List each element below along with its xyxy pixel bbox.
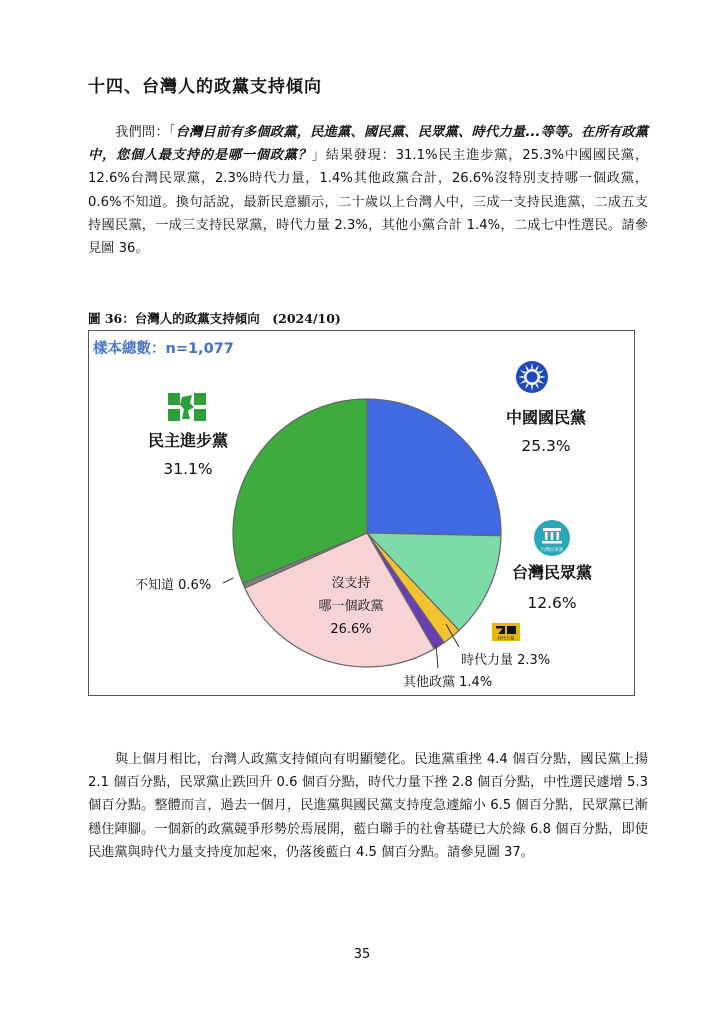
tpp-percent: 12.6% <box>527 594 577 612</box>
tpp-name: 台灣民眾黨 <box>511 563 592 582</box>
kmt-name: 中國國民黨 <box>505 408 586 427</box>
page-number: 35 <box>353 947 371 962</box>
survey-question: 台灣目前有多個政黨，民進黨、國民黨、民眾黨、時代力量...等等。在所有政黨中，您個人最支持的是哪一個政黨？ <box>88 125 648 164</box>
other-label <box>403 671 492 690</box>
dpp-logo-icon <box>168 393 206 421</box>
npp-logo-icon <box>492 623 520 642</box>
pie-chart-frame <box>88 330 635 696</box>
tpp-label <box>506 562 598 614</box>
unknown-name: 不知道 <box>135 578 175 593</box>
results-text: 」結果發現：31.1%民主進步黨，25.3%中國國民黨，12.6%台灣民眾黨，2.3%時代力量，1.4%其他政黨合計，26.6%沒特別支持哪一個政黨，0.6%不知道。換句話說，最新民意顯示，二十歲以上台灣人中，三成一支持民進黨，二成五支持國民黨，一成三支持民眾黨，時代力量 2.3%，其他小黨合計 1.4%，二成七中性選民。請參見圖 36。 <box>88 148 649 257</box>
other-name: 其他政黨 <box>403 675 456 690</box>
unknown-percent: 0.6% <box>178 578 212 593</box>
kmt-label <box>501 407 591 457</box>
figure-caption: 圖 36：台灣人的政黨支持傾向 (2024/10) <box>88 311 341 326</box>
sample-size-label: 樣本總數：n=1,077 <box>93 341 234 357</box>
leader-line-unknown <box>223 578 233 583</box>
neutral-label <box>299 572 403 641</box>
neutral-name-line1: 沒支持 <box>331 576 371 591</box>
dpp-label <box>138 430 238 480</box>
intro-paragraph <box>88 121 648 260</box>
slice-kmt <box>367 399 501 536</box>
npp-logo-text: 時代力量 <box>497 635 515 641</box>
npp-percent: 2.3% <box>517 653 551 668</box>
neutral-name-line2: 哪一個政黨 <box>318 599 384 614</box>
question-lead: 我們問：「 <box>115 125 176 140</box>
kmt-logo-icon <box>516 361 548 393</box>
section-title: 十四、台灣人的政黨支持傾向 <box>88 77 322 97</box>
tpp-logo-icon <box>534 520 570 556</box>
npp-label <box>461 649 550 668</box>
other-percent: 1.4% <box>459 675 493 690</box>
comparison-paragraph: 與上個月相比，台灣人政黨支持傾向有明顯變化。民進黨重挫 4.4 個百分點，國民黨上揚 2.1 個百分點，民眾黨止跌回升 0.6 個百分點，時代力量下挫 2.8 個百分點，中性選民遽增 5.3 個百分點。整體而言，過去一個月，民進黨與國民黨支持度急遽縮小 6.5 個百分點，民眾黨已漸穩住陣腳。一個新的政黨競爭形勢於焉展開，藍白聯手的社會基礎已大於綠 6.8 個百分點，即使民進黨與時代力量支持度加起來，仍落後藍白 4.5 個百分點。請參見圖 37。 <box>88 752 648 860</box>
npp-name: 時代力量 <box>461 653 514 668</box>
unknown-label <box>135 574 211 593</box>
dpp-name: 民主進步黨 <box>147 431 228 450</box>
dpp-percent: 31.1% <box>163 460 213 478</box>
kmt-percent: 25.3% <box>521 437 571 455</box>
neutral-percent: 26.6% <box>330 622 372 637</box>
tpp-logo-text: 台灣民眾黨 <box>540 548 564 553</box>
